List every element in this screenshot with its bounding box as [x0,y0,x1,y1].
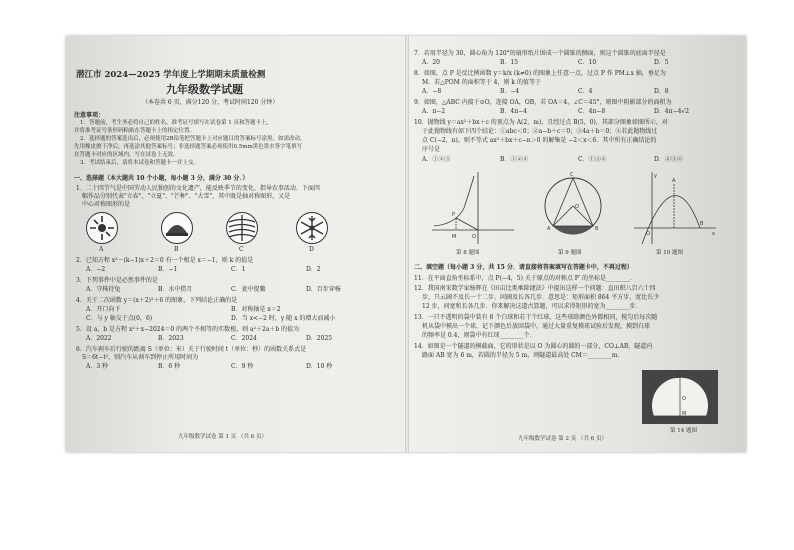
svg-text:O: O [472,234,476,240]
question-12: 12 步，问宽和长各几步．你来解决这道古算题，可以求得矩形的宽为________步． [422,303,642,310]
svg-text:C: C [676,374,680,380]
svg-text:P: P [452,212,456,218]
option-label: D [309,246,314,253]
question-3: 3．下列事件中是必然事件的是 [76,277,158,284]
option: D．4π−4√2 [654,108,690,115]
option-label: B [174,246,179,253]
figure-8-hyperbola [428,168,518,248]
question-10: 10．抛物线 y＝ax²＋bx＋c 的顶点为 A(2，m)，且经过点 B(5，0)，其部分图象如图所示，对 [414,119,668,126]
option: A．−2 [86,266,106,273]
option: A．π−2 [422,108,446,115]
figure-caption: 第 8 题图 [456,250,480,256]
svg-text:A: A [672,178,676,184]
question-5: 5．设 a，b 是方程 x²＋x−2024＝0 的两个不相等的实数根，则 a²＋2a＋b 的值为 [76,326,300,333]
solar-term-icon-a [86,212,118,244]
notice-line: 在答题卡对应的区域内，写在试卷上无效。 [74,152,179,158]
option: B．①②④ [500,156,529,163]
svg-text:x: x [712,231,715,237]
figure-caption: 第 10 题图 [656,250,683,256]
option: B．4π−4 [500,108,528,115]
exam-info: （本卷共 6 页，满分120 分，考试时间120 分钟） [142,99,279,106]
svg-text:B: B [700,221,704,227]
figure-caption: 第 9 题图 [558,250,582,256]
svg-text:O: O [575,204,579,210]
figure-9-circle [536,168,611,248]
question-1: 1．二十四节气是中国劳动人民独创的文化遗产，能反映季节的变化，指导农事活动．下面四 [76,185,320,192]
notice-line: 1．答题前，考生务必将自己的姓名、准考证号填写在试卷第 1 页和答题卡上， [80,120,272,126]
option: D．8 [654,88,669,95]
svg-text:A: A [547,226,551,232]
notice-heading: 注意事项： [74,112,105,119]
question-13: 13．一只不透明的袋中装有 8 个白球和若干个红球，这些球除颜色外都相同，搅匀后每次随 [414,314,658,321]
question-10: 点 C(−2，n)，则不等式 ax²＋bx＋c−n＞0 的解集是 −2＜x＜6．其中所有正确结论的 [422,137,657,144]
svg-text:C: C [570,172,574,178]
option: A．开口向下 [86,306,121,313]
exam-header: 潜江市 2024—2025 学年度上学期期末质量检测 [76,70,266,80]
question-10: 于此抛物线有如下四个结论：①abc＜0；②a−b＋c＝0；③4a＋b＝0；④若此抛物线过 [422,128,658,135]
question-1: 幅作品分别代表"立春"、"立夏"、"芒种"、"大雪"，其中既是轴对称图形，又是 [82,193,291,200]
svg-text:y: y [654,173,657,179]
question-10: 序号是 [422,146,441,153]
option: A．20 [422,59,440,66]
option: D．2025 [306,335,333,342]
option: D．百步穿杨 [306,286,341,293]
option: B．6 秒 [158,363,181,370]
option: C．2024 [231,335,257,342]
notice-line: 2．选择题的答案选出后，必须使用2B铅笔把答题卡上对应题目的答案标号涂黑。如需改动， [80,136,306,142]
section-fill-heading: 二、填空题（每小题 3 分，共 15 分．请直接将答案填写在答题卡中，不再过程） [414,264,633,271]
option: D．②③④ [654,156,683,163]
page-2 [408,36,746,452]
option: C．10 [578,59,597,66]
svg-text:B: B [595,226,599,232]
notice-line: 并将准考证号条形码粘贴在答题卡上的指定位置。 [74,128,196,134]
question-13: 机从袋中摸出一个球，记下颜色后放回袋中，通过大量重复摸球试验后发现，摸到白球 [422,323,651,330]
solar-term-icon-d [296,212,328,244]
svg-text:M: M [452,234,457,240]
option: A．−8 [422,88,442,95]
option: C．瓮中捉鳖 [231,286,266,293]
question-12: 步，只云阔不及长一十二步，问阔及长各几步．意思是：矩形面积 864 平方步，宽比长少 [422,294,660,301]
option: A．3 秒 [86,363,109,370]
question-11: 11．在平面直角坐标系中，点 P(−4，5) 关于原点的对称点 P′ 的坐标是________． [414,275,637,282]
exam-title: 九年级数学试题 [166,83,243,96]
option: D．5 [654,59,669,66]
page-footer: 九年级数学试卷 第 1 页 （共 6 页） [178,434,267,440]
option: B．2023 [158,335,184,342]
svg-text:O: O [646,231,650,237]
option: D．2 [306,266,321,273]
question-6: S＝6t−t²，则汽车从刹车到停止所用时间为 [82,354,199,361]
notice-line: 3．考试结束后，请将本试卷和答题卡一并上交。 [80,160,200,166]
solar-term-icon-b [161,212,193,244]
question-4: 4．关于二次函数 y＝(x＋2)²＋6 的图象，下列结论正确的是 [76,297,238,304]
svg-text:O: O [682,396,686,402]
option: C．①③④ [578,156,607,163]
option: C．4π−8 [578,108,606,115]
option: D．当 x<−2 时，y 随 x 的增大而减小 [231,315,336,322]
question-7: 7．若用半径为 30，圆心角为 120°的扇形纸片围成一个圆锥的侧面，则这个圆锥的底面半径是 [414,50,666,57]
question-9: 9．如图，△ABC 内接于⊙O，连接 OA，OB，若 OA＝4，∠C＝45°，则图中阴影部分的面积为 [414,99,672,106]
option: B．15 [500,59,519,66]
question-14: 路面 AB 宽为 6 m，若圆的半径为 5 m，则隧道最高处 CM＝________m． [422,352,624,359]
option: A．①②③ [422,156,451,163]
option: B．−4 [500,88,520,95]
question-13: 的频率是 0.4，则袋中有红球________个． [422,332,536,339]
option: A．守株待兔 [86,286,121,293]
question-12: 12．我国南宋数学家杨辉在《田亩比类乘除捷法》中提出这样一个问题：直田积八百六十四 [414,285,656,292]
page-1 [66,36,406,452]
question-2: 2．已知方程 x²－(k−1)x＋2＝0 有一个根是 x＝−1，则 k 的值是 [76,257,254,264]
figure-caption: 第 14 题图 [670,428,697,434]
solar-term-icon-c [226,212,258,244]
option: A．2022 [86,335,112,342]
figure-14-tunnel [640,366,720,428]
question-8: 8．如图，点 P 是反比例函数 y＝k/x (k≠0) 的图象上任意一点，过点 P 作 PM⊥x 轴，垂足为 [414,70,666,77]
option-label: C [239,246,244,253]
option: B．−1 [158,266,178,273]
option: C．9 秒 [231,363,254,370]
option: B．水中捞月 [158,286,193,293]
option: C．与 y 轴交于点(0，6) [86,315,153,322]
option: D．10 秒 [306,363,333,370]
svg-text:M: M [682,411,687,417]
option: C．1 [231,266,246,273]
option: C．4 [578,88,593,95]
option: B．对称轴是 x＝2 [231,306,281,313]
figure-10-parabola [630,168,720,248]
question-1: 中心对称图形的是 [82,201,131,208]
question-14: 14．如图是一个隧道的横截面，它的形状是以 O 为圆心的圆的一部分，CO⊥AB，隧道内 [414,343,653,350]
section-choice-heading: 一、选择题（本大题共 10 个小题，每小题 3 分，满分 30 分．） [74,175,249,182]
option-label: A [99,246,104,253]
exam-photo [66,36,746,452]
question-6: 6．汽车刹车后行驶的距离 S（单位：米）关于行驶时间 t（单位：秒）的函数关系式是 [76,346,307,353]
page-footer: 九年级数学试卷 第 2 页 （共 6 页） [518,436,607,442]
question-8: M．若△POM 的面积等于 4，则 k 的值等于 [422,79,541,86]
notice-line: 先用橡皮擦干净后，再选涂其他答案标号；非选择题答案必须使用0.5mm黑色墨水签字笔填写 [74,144,303,150]
